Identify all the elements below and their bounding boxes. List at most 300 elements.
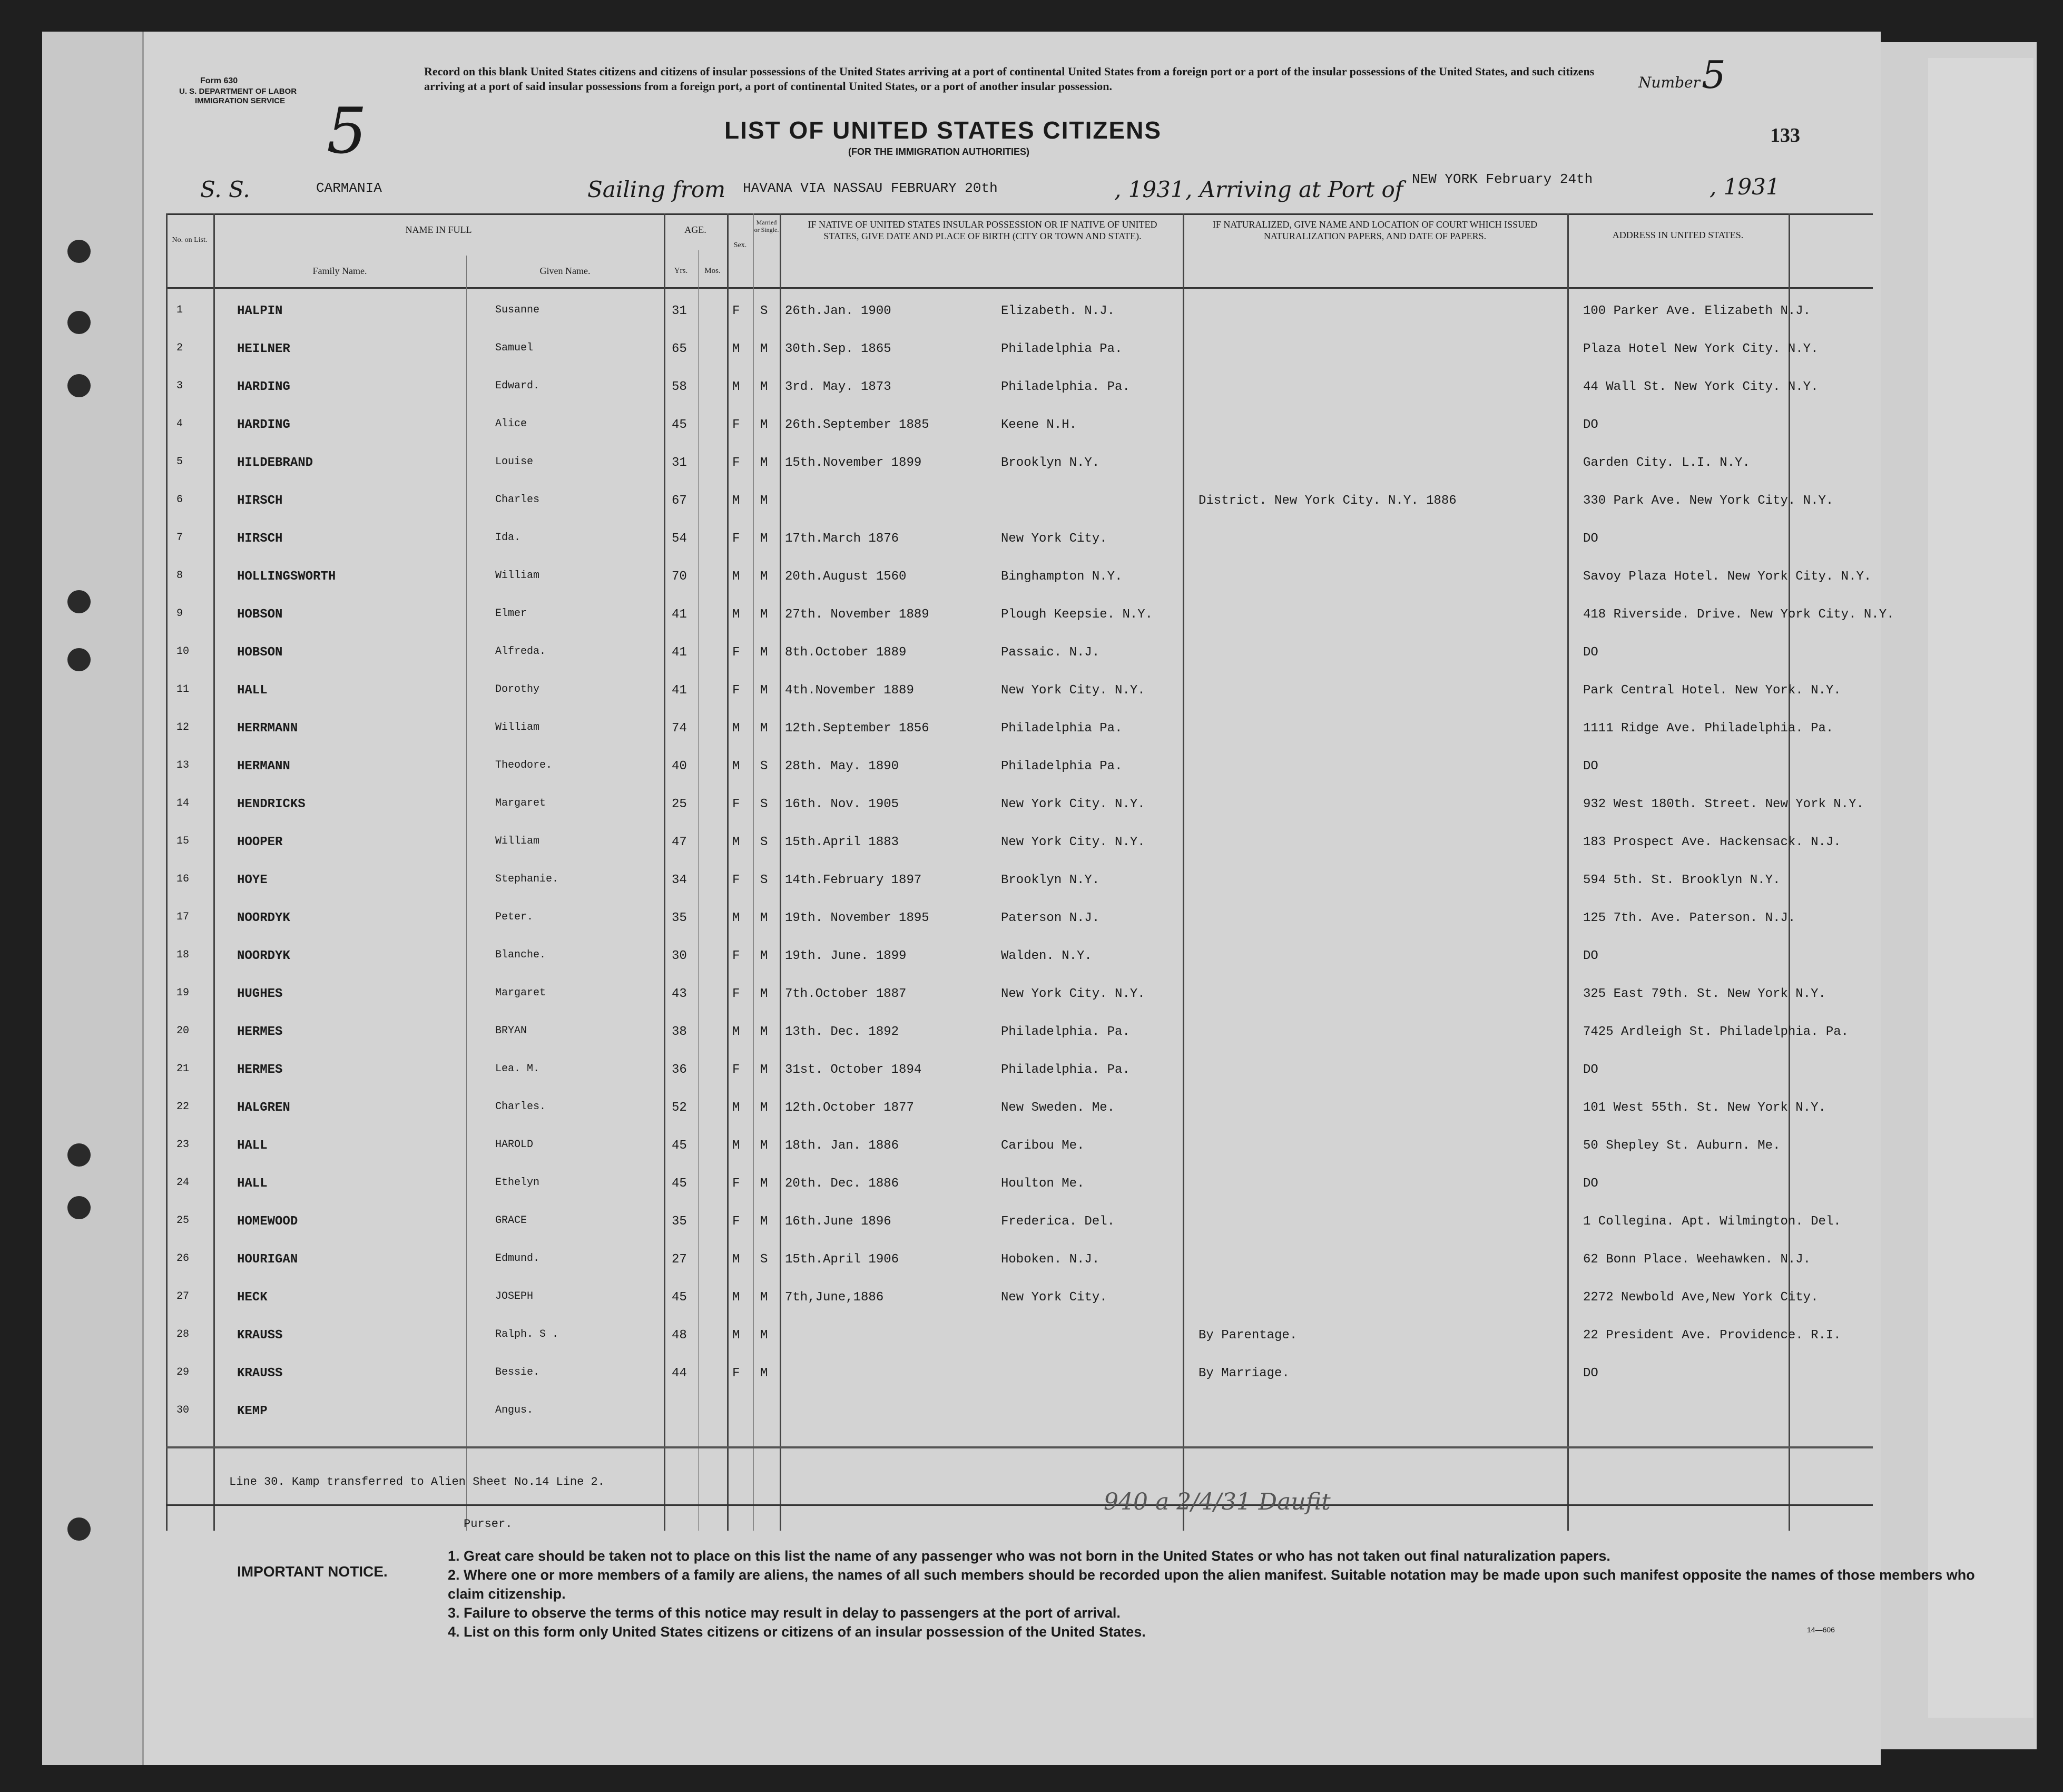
number-value: 5 <box>1702 53 1726 97</box>
age: 65 <box>672 342 687 356</box>
birth-date: 7th,June,1886 <box>785 1290 884 1305</box>
row-number: 27 <box>176 1290 190 1303</box>
row-number: 19 <box>176 987 190 999</box>
address: 330 Park Ave. New York City. N.Y. <box>1583 494 1834 508</box>
sex: F <box>732 1063 740 1077</box>
birth-date: 20th.August 1560 <box>785 570 907 584</box>
binding-hole <box>67 1196 91 1219</box>
address: 7425 Ardleigh St. Philadelphia. Pa. <box>1583 1025 1849 1039</box>
page-number: 133 <box>1770 124 1800 146</box>
age: 31 <box>672 304 687 318</box>
address: DO <box>1583 645 1598 660</box>
birth-date: 18th. Jan. 1886 <box>785 1139 899 1153</box>
sex: F <box>732 1366 740 1380</box>
page-subtitle: (FOR THE IMMIGRATION AUTHORITIES) <box>848 146 1029 157</box>
given-name: Edward. <box>495 380 540 392</box>
given-name: Angus. <box>495 1404 534 1416</box>
marital-status: S <box>760 797 768 811</box>
notice-item: 2. Where one or more members of a family are aliens, the names of all such members should be recorded upon the alien manifest. Suitable notation may be made upon such manifest opposite the names of those members who claim citizenship. <box>448 1567 1975 1602</box>
naturalization: District. New York City. N.Y. 1886 <box>1198 494 1457 508</box>
marital-status: M <box>760 949 768 963</box>
sex: M <box>732 759 740 773</box>
row-number: 20 <box>176 1025 190 1037</box>
given-name: Charles <box>495 494 540 506</box>
sex: F <box>732 456 740 470</box>
table-row <box>166 1317 1873 1355</box>
family-name: HERRMANN <box>237 721 298 736</box>
given-name: Charles. <box>495 1101 546 1113</box>
birth-place: Paterson N.J. <box>1001 911 1100 925</box>
age: 45 <box>672 1177 687 1191</box>
row-number: 18 <box>176 949 190 961</box>
age: 52 <box>672 1101 687 1115</box>
address: DO <box>1583 949 1598 963</box>
age: 70 <box>672 570 687 584</box>
given-name: Blanche. <box>495 949 546 961</box>
family-name: HERMES <box>237 1025 283 1039</box>
footer-note: Line 30. Kamp transferred to Alien Sheet No.14 Line 2. <box>229 1475 605 1489</box>
birth-date: 4th.November 1889 <box>785 683 914 698</box>
address: 50 Shepley St. Auburn. Me. <box>1583 1139 1781 1153</box>
sex: F <box>732 873 740 887</box>
sex: F <box>732 949 740 963</box>
binding-hole <box>67 311 91 334</box>
sex: F <box>732 645 740 660</box>
row-number: 24 <box>176 1177 190 1189</box>
birth-date: 12th.September 1856 <box>785 721 929 736</box>
family-name: NOORDYK <box>237 949 290 963</box>
age: 45 <box>672 1290 687 1305</box>
table-row <box>166 330 1873 368</box>
age: 34 <box>672 873 687 887</box>
marital-status: M <box>760 532 768 546</box>
row-number: 10 <box>176 645 190 658</box>
birth-date: 28th. May. 1890 <box>785 759 899 773</box>
marital-status: M <box>760 1290 768 1305</box>
given-name: Alice <box>495 418 527 430</box>
family-name: HALPIN <box>237 304 283 318</box>
family-name: HOMEWOOD <box>237 1215 298 1229</box>
header-given-name: Given Name. <box>539 266 591 276</box>
marital-status: M <box>760 1177 768 1191</box>
birth-place: Philadelphia. Pa. <box>1001 380 1130 394</box>
table-row <box>166 1241 1873 1279</box>
department: U. S. DEPARTMENT OF LABOR <box>179 87 297 96</box>
marital-status: M <box>760 683 768 698</box>
marital-status: M <box>760 987 768 1001</box>
marital-status: S <box>760 835 768 849</box>
address: 101 West 55th. St. New York N.Y. <box>1583 1101 1826 1115</box>
address: 44 Wall St. New York City. N.Y. <box>1583 380 1819 394</box>
address: DO <box>1583 1177 1598 1191</box>
sailing-value: HAVANA VIA NASSAU FEBRUARY 20th <box>743 180 998 196</box>
handwritten-stamp: 940 a 2/4/31 Daufit <box>1104 1489 1331 1515</box>
marital-status: M <box>760 494 768 508</box>
header-name-in-full: NAME IN FULL <box>405 224 472 235</box>
address: DO <box>1583 1366 1598 1380</box>
table-row <box>166 748 1873 786</box>
given-name: HAROLD <box>495 1139 534 1151</box>
birth-place: Brooklyn N.Y. <box>1001 873 1100 887</box>
table-row <box>166 1203 1873 1241</box>
birth-place: Keene N.H. <box>1001 418 1077 432</box>
given-name: Susanne <box>495 304 540 316</box>
header-family-name: Family Name. <box>312 266 367 276</box>
family-name: HOBSON <box>237 608 283 622</box>
birth-place: Brooklyn N.Y. <box>1001 456 1100 470</box>
ship-name: CARMANIA <box>316 180 382 196</box>
table-row <box>166 292 1873 330</box>
given-name: JOSEPH <box>495 1290 534 1303</box>
birth-date: 19th. November 1895 <box>785 911 929 925</box>
address: 932 West 180th. Street. New York N.Y. <box>1583 797 1864 811</box>
address: Savoy Plaza Hotel. New York City. N.Y. <box>1583 570 1872 584</box>
family-name: HOURIGAN <box>237 1252 298 1267</box>
family-name: NOORDYK <box>237 911 290 925</box>
table-row <box>166 975 1873 1013</box>
row-number: 14 <box>176 797 190 809</box>
age: 54 <box>672 532 687 546</box>
marital-status: M <box>760 1063 768 1077</box>
family-name: HALGREN <box>237 1101 290 1115</box>
birth-date: 7th.October 1887 <box>785 987 907 1001</box>
table-row <box>166 482 1873 520</box>
given-name: Ida. <box>495 532 521 544</box>
notice-item: 1. Great care should be taken not to place on this list the name of any passenger who was not born in the United States or who has not taken out final naturalization papers. <box>448 1548 1610 1564</box>
family-name: HOLLINGSWORTH <box>237 570 336 584</box>
table-row <box>166 368 1873 406</box>
age: 58 <box>672 380 687 394</box>
family-name: KRAUSS <box>237 1328 283 1343</box>
row-number: 17 <box>176 911 190 923</box>
page-title: LIST OF UNITED STATES CITIZENS <box>724 116 1162 144</box>
birth-place: Philadelphia. Pa. <box>1001 1025 1130 1039</box>
table-row <box>166 1393 1873 1431</box>
address: 125 7th. Ave. Paterson. N.J. <box>1583 911 1796 925</box>
address: 418 Riverside. Drive. New York City. N.Y. <box>1583 608 1894 622</box>
address: 325 East 79th. St. New York N.Y. <box>1583 987 1826 1001</box>
address: DO <box>1583 759 1598 773</box>
birth-date: 20th. Dec. 1886 <box>785 1177 899 1191</box>
header-no: No. on List. <box>172 236 208 244</box>
family-name: HOYE <box>237 873 268 887</box>
birth-date: 31st. October 1894 <box>785 1063 922 1077</box>
row-number: 12 <box>176 721 190 733</box>
marital-status: M <box>760 1215 768 1229</box>
notice-code: 14—606 <box>1807 1625 1835 1634</box>
sailing-label: Sailing from <box>587 177 726 202</box>
table-row <box>166 786 1873 824</box>
age: 45 <box>672 1139 687 1153</box>
header-naturalized: IF NATURALIZED, GIVE NAME AND LOCATION OF COURT WHICH ISSUED NATURALIZATION PAPERS, AND DATE OF PAPERS. <box>1212 219 1538 241</box>
age: 38 <box>672 1025 687 1039</box>
marital-status: M <box>760 342 768 356</box>
address: 594 5th. St. Brooklyn N.Y. <box>1583 873 1781 887</box>
birth-date: 17th.March 1876 <box>785 532 899 546</box>
birth-place: Philadelphia Pa. <box>1001 721 1123 736</box>
sex: M <box>732 1252 740 1267</box>
notice-item: 3. Failure to observe the terms of this notice may result in delay to passengers at the port of arrival. <box>448 1605 1121 1621</box>
given-name: Ethelyn <box>495 1177 540 1189</box>
service: IMMIGRATION SERVICE <box>195 96 286 105</box>
notice-item: 4. List on this form only United States citizens or citizens of an insular possession of the United States. <box>448 1624 1146 1640</box>
age: 31 <box>672 456 687 470</box>
family-name: HERMES <box>237 1063 283 1077</box>
arriving-value: NEW YORK February 24th <box>1412 171 1593 187</box>
birth-place: Plough Keepsie. N.Y. <box>1001 608 1153 622</box>
family-name: HALL <box>237 1139 268 1153</box>
ss-label: S. S. <box>200 177 250 202</box>
table-row <box>166 1089 1873 1127</box>
row-number: 26 <box>176 1252 190 1265</box>
birth-date: 15th.November 1899 <box>785 456 922 470</box>
birth-place: Hoboken. N.J. <box>1001 1252 1100 1267</box>
purser-label: Purser. <box>464 1517 513 1531</box>
family-name: HALL <box>237 1177 268 1191</box>
age: 47 <box>672 835 687 849</box>
family-name: HIRSCH <box>237 532 283 546</box>
sex: M <box>732 342 740 356</box>
age: 27 <box>672 1252 687 1267</box>
arriving-year: , 1931 <box>1710 174 1780 200</box>
table-row <box>166 861 1873 899</box>
row-number: 3 <box>176 380 183 392</box>
row-number: 28 <box>176 1328 190 1340</box>
given-name: Margaret <box>495 987 546 999</box>
naturalization: By Parentage. <box>1198 1328 1298 1343</box>
sex: F <box>732 987 740 1001</box>
age: 44 <box>672 1366 687 1380</box>
row-number: 9 <box>176 608 183 620</box>
marital-status: M <box>760 1328 768 1343</box>
row-number: 23 <box>176 1139 190 1151</box>
sex: F <box>732 304 740 318</box>
row-number: 16 <box>176 873 190 885</box>
marital-status: M <box>760 1139 768 1153</box>
marital-status: S <box>760 304 768 318</box>
age: 48 <box>672 1328 687 1343</box>
given-name: Theodore. <box>495 759 553 771</box>
given-name: BRYAN <box>495 1025 527 1037</box>
naturalization: By Marriage. <box>1198 1366 1290 1380</box>
row-number: 30 <box>176 1404 190 1416</box>
sex: M <box>732 721 740 736</box>
family-name: HILDEBRAND <box>237 456 313 470</box>
row-number: 11 <box>176 683 190 696</box>
binding-hole <box>67 1517 91 1541</box>
table-row <box>166 899 1873 937</box>
given-name: GRACE <box>495 1215 527 1227</box>
sex: M <box>732 835 740 849</box>
address: Plaza Hotel New York City. N.Y. <box>1583 342 1819 356</box>
age: 41 <box>672 683 687 698</box>
birth-place: Philadelphia. Pa. <box>1001 1063 1130 1077</box>
birth-date: 26th.Jan. 1900 <box>785 304 891 318</box>
binding-hole <box>67 590 91 613</box>
birth-place: Walden. N.Y. <box>1001 949 1092 963</box>
binding-hole <box>67 240 91 263</box>
marital-status: S <box>760 1252 768 1267</box>
sex: F <box>732 797 740 811</box>
given-name: Ralph. S . <box>495 1328 559 1340</box>
marital-status: M <box>760 1101 768 1115</box>
sex: F <box>732 1177 740 1191</box>
age: 74 <box>672 721 687 736</box>
table-row <box>166 937 1873 975</box>
birth-place: New Sweden. Me. <box>1001 1101 1115 1115</box>
form-instruction: Record on this blank United States citizens and citizens of insular possessions of the United States arriving at a port of continental United States from a foreign port or a port of the insular possessions of the United States, and such citizens arriving at a port of said insular possessions from a foreign port, a port of continental United States, or a port of another insular possession. <box>424 65 1595 93</box>
age: 43 <box>672 987 687 1001</box>
sailing-year: , 1931 <box>1114 177 1185 202</box>
age: 36 <box>672 1063 687 1077</box>
row-number: 29 <box>176 1366 190 1378</box>
age: 25 <box>672 797 687 811</box>
sex: M <box>732 911 740 925</box>
row-number: 25 <box>176 1215 190 1227</box>
address: 2272 Newbold Ave,New York City. <box>1583 1290 1819 1305</box>
family-name: KEMP <box>237 1404 268 1418</box>
birth-date: 16th. Nov. 1905 <box>785 797 899 811</box>
sex: F <box>732 1215 740 1229</box>
birth-place: Passaic. N.J. <box>1001 645 1100 660</box>
birth-date: 27th. November 1889 <box>785 608 929 622</box>
birth-date: 13th. Dec. 1892 <box>785 1025 899 1039</box>
row-number: 7 <box>176 532 183 544</box>
given-name: Bessie. <box>495 1366 540 1378</box>
birth-date: 16th.June 1896 <box>785 1215 891 1229</box>
row-number: 5 <box>176 456 183 468</box>
birth-place: Binghampton N.Y. <box>1001 570 1123 584</box>
sex: M <box>732 608 740 622</box>
birth-place: Houlton Me. <box>1001 1177 1085 1191</box>
row-number: 6 <box>176 494 183 506</box>
birth-date: 26th.September 1885 <box>785 418 929 432</box>
marital-status: M <box>760 911 768 925</box>
table-row <box>166 520 1873 558</box>
given-name: Edmund. <box>495 1252 540 1265</box>
notice-heading: IMPORTANT NOTICE. <box>237 1563 388 1580</box>
age: 30 <box>672 949 687 963</box>
marital-status: M <box>760 456 768 470</box>
marital-status: M <box>760 1025 768 1039</box>
family-name: HOOPER <box>237 835 283 849</box>
birth-date: 3rd. May. 1873 <box>785 380 891 394</box>
birth-place: Philadelphia Pa. <box>1001 759 1123 773</box>
address: Park Central Hotel. New York. N.Y. <box>1583 683 1841 698</box>
birth-place: New York City. N.Y. <box>1001 683 1145 698</box>
given-name: Peter. <box>495 911 534 923</box>
binding-strip <box>42 32 144 1765</box>
table-row <box>166 558 1873 596</box>
sex: F <box>732 683 740 698</box>
sex: M <box>732 1290 740 1305</box>
address: 62 Bonn Place. Weehawken. N.J. <box>1583 1252 1811 1267</box>
table-row <box>166 1013 1873 1051</box>
address: 183 Prospect Ave. Hackensack. N.J. <box>1583 835 1841 849</box>
birth-place: Caribou Me. <box>1001 1139 1085 1153</box>
manifest-table <box>166 213 1894 1531</box>
address: DO <box>1583 532 1598 546</box>
given-name: Margaret <box>495 797 546 809</box>
table-row <box>166 1165 1873 1203</box>
table-row <box>166 1355 1873 1393</box>
row-number: 4 <box>176 418 183 430</box>
row-number: 21 <box>176 1063 190 1075</box>
binding-hole <box>67 374 91 397</box>
table-row <box>166 634 1873 672</box>
family-name: HARDING <box>237 380 290 394</box>
row-number: 2 <box>176 342 183 354</box>
marital-status: M <box>760 1366 768 1380</box>
sex: M <box>732 494 740 508</box>
age: 41 <box>672 645 687 660</box>
birth-place: Frederica. Del. <box>1001 1215 1115 1229</box>
header-birth: IF NATIVE OF UNITED STATES INSULAR POSSESSION OR IF NATIVE OF UNITED STATES, GIVE DATE AND PLACE OF BIRTH (CITY OR TOWN AND STATE). <box>808 219 1157 241</box>
family-name: HARDING <box>237 418 290 432</box>
table-row <box>166 824 1873 861</box>
family-name: HENDRICKS <box>237 797 306 811</box>
table-row <box>166 596 1894 634</box>
sex: M <box>732 380 740 394</box>
family-name: HALL <box>237 683 268 698</box>
address: DO <box>1583 1063 1598 1077</box>
given-name: Elmer <box>495 608 527 620</box>
given-name: William <box>495 721 540 733</box>
binding-hole <box>67 648 91 671</box>
given-name: Alfreda. <box>495 645 546 658</box>
marital-status: M <box>760 721 768 736</box>
given-name: Stephanie. <box>495 873 559 885</box>
header-yrs: Yrs. <box>674 267 688 275</box>
birth-date: 14th.February 1897 <box>785 873 922 887</box>
given-name: Dorothy <box>495 683 540 696</box>
arriving-label: , Arriving at Port of <box>1185 177 1403 202</box>
sex: F <box>732 418 740 432</box>
birth-place: New York City. N.Y. <box>1001 797 1145 811</box>
given-name: William <box>495 835 540 847</box>
given-name: William <box>495 570 540 582</box>
back-sheet-edge <box>1928 58 2033 1718</box>
address: 22 President Ave. Providence. R.I. <box>1583 1328 1841 1343</box>
address: DO <box>1583 418 1598 432</box>
birth-place: New York City. N.Y. <box>1001 835 1145 849</box>
birth-date: 8th.October 1889 <box>785 645 907 660</box>
table-row <box>166 1127 1873 1165</box>
table-row <box>166 710 1873 748</box>
given-name: Lea. M. <box>495 1063 540 1075</box>
header-mos: Mos. <box>704 267 721 275</box>
sex: M <box>732 1139 740 1153</box>
age: 35 <box>672 1215 687 1229</box>
table-row <box>166 672 1873 710</box>
birth-date: 15th.April 1883 <box>785 835 899 849</box>
marital-status: M <box>760 380 768 394</box>
family-name: HOBSON <box>237 645 283 660</box>
marital-status: S <box>760 759 768 773</box>
marital-status: S <box>760 873 768 887</box>
age: 67 <box>672 494 687 508</box>
marital-status: M <box>760 418 768 432</box>
age: 35 <box>672 911 687 925</box>
birth-date: 12th.October 1877 <box>785 1101 914 1115</box>
row-number: 13 <box>176 759 190 771</box>
form-number: Form 630 <box>200 76 238 85</box>
address: 1111 Ridge Ave. Philadelphia. Pa. <box>1583 721 1834 736</box>
family-name: HECK <box>237 1290 268 1305</box>
given-name: Louise <box>495 456 534 468</box>
family-name: HERMANN <box>237 759 290 773</box>
sex: M <box>732 1101 740 1115</box>
